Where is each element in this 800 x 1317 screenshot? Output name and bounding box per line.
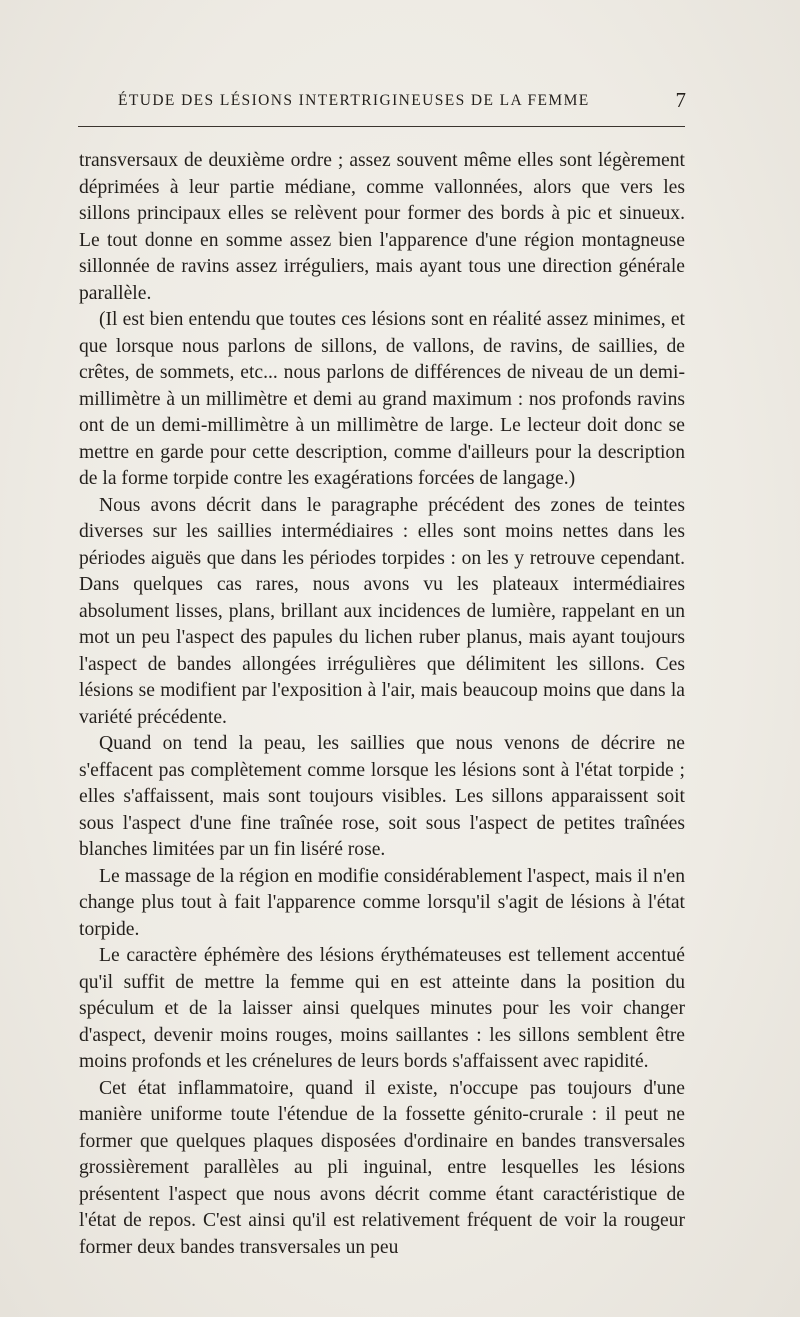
body-text xyxy=(79,148,685,1261)
header-rule xyxy=(78,126,685,127)
paragraph: Le massage de la région en modifie considérablement l'aspect, mais il n'en change plus tout à fait l'apparence comme lorsqu'il s'agit de lésions à l'état torpide. xyxy=(79,865,685,940)
page-number: 7 xyxy=(675,88,686,112)
running-head xyxy=(118,90,684,114)
paragraph: Nous avons décrit dans le paragraphe précédent des zones de teintes diverses sur les saillies intermédiaires : elles sont moins nettes dans les périodes aiguës que dans les périodes torpides : on les y retrouve cependant. Dans quelques cas rares, nous avons vu les plateaux intermédiaires absolument lisses, plans, brillant aux incidences de lumière, rappelant en un mot un peu l'aspect des papules du lichen ruber planus, mais ayant toujours l'aspect de bandes allongées irrégulières que délimitent les sillons. Ces lésions se modifient par l'exposition à l'air, mais beaucoup moins que dans la variété précédente. xyxy=(79,494,685,728)
paragraph: Le caractère éphémère des lésions érythémateuses est tellement accentué qu'il suffit de mettre la femme qui en est atteinte dans la position du spéculum et de la laisser ainsi quelques minutes pour les voir changer d'aspect, devenir moins rouges, moins saillantes : les sillons semblent être moins profonds et les crénelures de leurs bords s'affaissent avec rapidité. xyxy=(79,945,685,1072)
running-title: ÉTUDE DES LÉSIONS INTERTRIGINEUSES DE LA FEMME xyxy=(118,92,590,109)
paragraph: Cet état inflammatoire, quand il existe, n'occupe pas toujours d'une manière uniforme toute l'étendue de la fossette génito-crurale : il peut ne former que quelques plaques disposées d'ordinaire en bandes transversales grossièrement parallèles au pli inguinal, entre lesquelles les lésions présentent l'aspect que nous avons décrit comme étant caractéristique de l'état de repos. C'est ainsi qu'il est relativement fréquent de voir la rougeur former deux bandes transversales un peu xyxy=(79,1077,685,1258)
paragraph: (Il est bien entendu que toutes ces lésions sont en réalité assez minimes, et que lorsque nous parlons de sillons, de vallons, de ravins, de saillies, de crêtes, de sommets, etc... nous parlons de différences de niveau de un demi-millimètre à un millimètre et demi au grand maximum : nos profonds ravins ont de un demi-millimètre à un millimètre de large. Le lecteur doit donc se mettre en garde pour cette description, comme d'ailleurs pour la description de la forme torpide contre les exagérations forcées de langage.) xyxy=(79,309,685,489)
paragraph: Quand on tend la peau, les saillies que nous venons de décrire ne s'effacent pas complètement comme lorsque les lésions sont à l'état torpide ; elles s'affaissent, mais sont toujours visibles. Les sillons apparaissent soit sous l'aspect d'une fine traînée rose, soit sous l'aspect de petites traînées blanches limitées par un fin liséré rose. xyxy=(79,733,685,860)
paragraph: transversaux de deuxième ordre ; assez souvent même elles sont légèrement déprimées à leur partie médiane, comme vallonnées, alors que vers les sillons principaux elles se relèvent pour former des bords à pic et sinueux. Le tout donne en somme assez bien l'apparence d'une région montagneuse sillonnée de ravins assez irréguliers, mais ayant tous une direction générale parallèle. xyxy=(79,150,685,304)
